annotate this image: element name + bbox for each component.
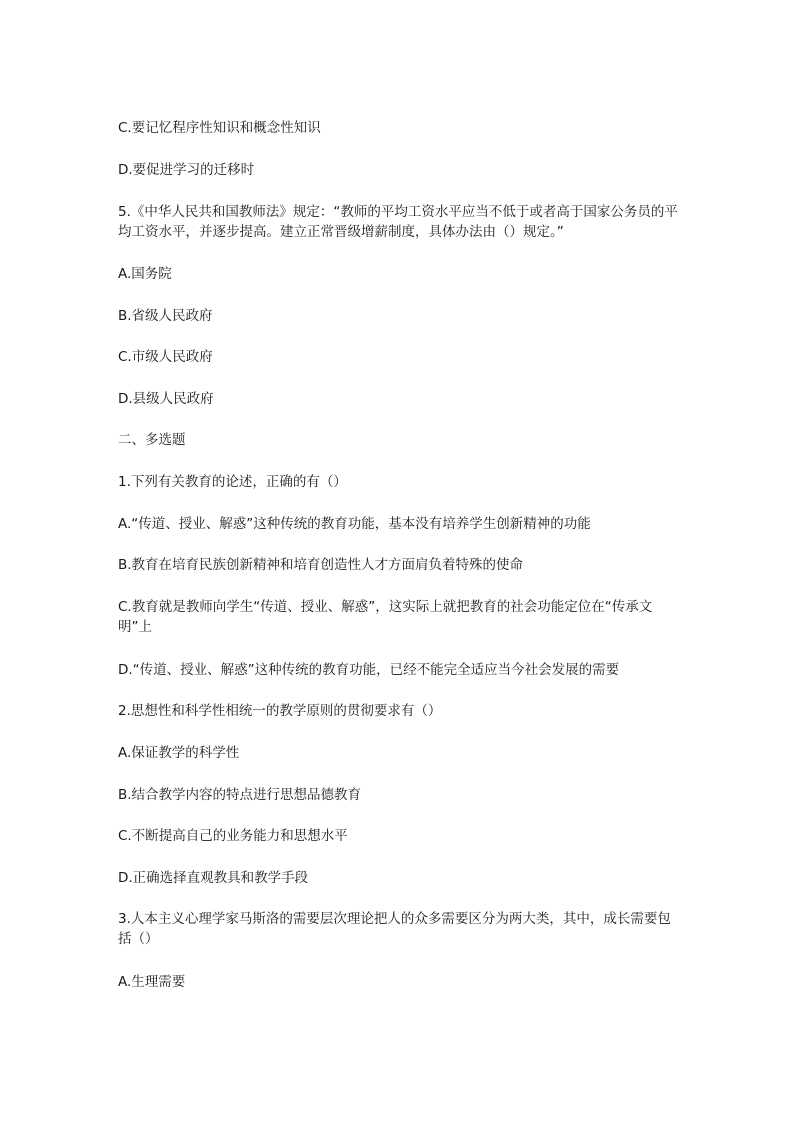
multi-question-2: 2.思想性和科学性相统一的教学原则的贯彻要求有（） bbox=[118, 703, 442, 719]
option-c-mq1: C.教育就是教师向学生“传道、授业、解惑”，这实际上就把教育的社会功能定位在“传承文明”上 bbox=[118, 599, 653, 635]
option-b-q5: B.省级人民政府 bbox=[118, 308, 213, 324]
option-a-mq1: A.“传道、授业、解惑”这种传统的教育功能，基本没有培养学生创新精神的功能 bbox=[118, 516, 591, 532]
option-a-mq3: A.生理需要 bbox=[118, 974, 186, 990]
option-d-mq2: D.正确选择直观教具和教学手段 bbox=[118, 870, 309, 886]
option-b-mq2: B.结合教学内容的特点进行思想品德教育 bbox=[118, 787, 362, 803]
question-5: 5.《中华人民共和国教师法》规定：“教师的平均工资水平应当不低于或者高于国家公务员的平均工资水平，并逐步提高。建立正常晋级增薪制度，具体办法由（）规定。” bbox=[118, 204, 678, 240]
option-a-q5: A.国务院 bbox=[118, 266, 172, 282]
option-b-mq1: B.教育在培育民族创新精神和培育创造性人才方面肩负着特殊的使命 bbox=[118, 557, 524, 573]
option-a-mq2: A.保证教学的科学性 bbox=[118, 745, 240, 761]
option-c-q5: C.市级人民政府 bbox=[118, 349, 213, 365]
option-d-q4: D.要促进学习的迁移时 bbox=[118, 162, 255, 178]
option-d-mq1: D.“传道、授业、解惑”这种传统的教育功能，已经不能完全适应当今社会发展的需要 bbox=[118, 662, 620, 678]
document-page bbox=[118, 0, 678, 1123]
option-d-q5: D.县级人民政府 bbox=[118, 391, 214, 407]
option-c-mq2: C.不断提高自己的业务能力和思想水平 bbox=[118, 828, 348, 844]
section-heading-multiple-choice: 二、多选题 bbox=[118, 432, 186, 448]
option-c-q4: C.要记忆程序性知识和概念性知识 bbox=[118, 120, 321, 136]
multi-question-1: 1.下列有关教育的论述，正确的有（） bbox=[118, 474, 347, 490]
multi-question-3: 3.人本主义心理学家马斯洛的需要层次理论把人的众多需要区分为两大类，其中，成长需要包括（） bbox=[118, 911, 671, 947]
